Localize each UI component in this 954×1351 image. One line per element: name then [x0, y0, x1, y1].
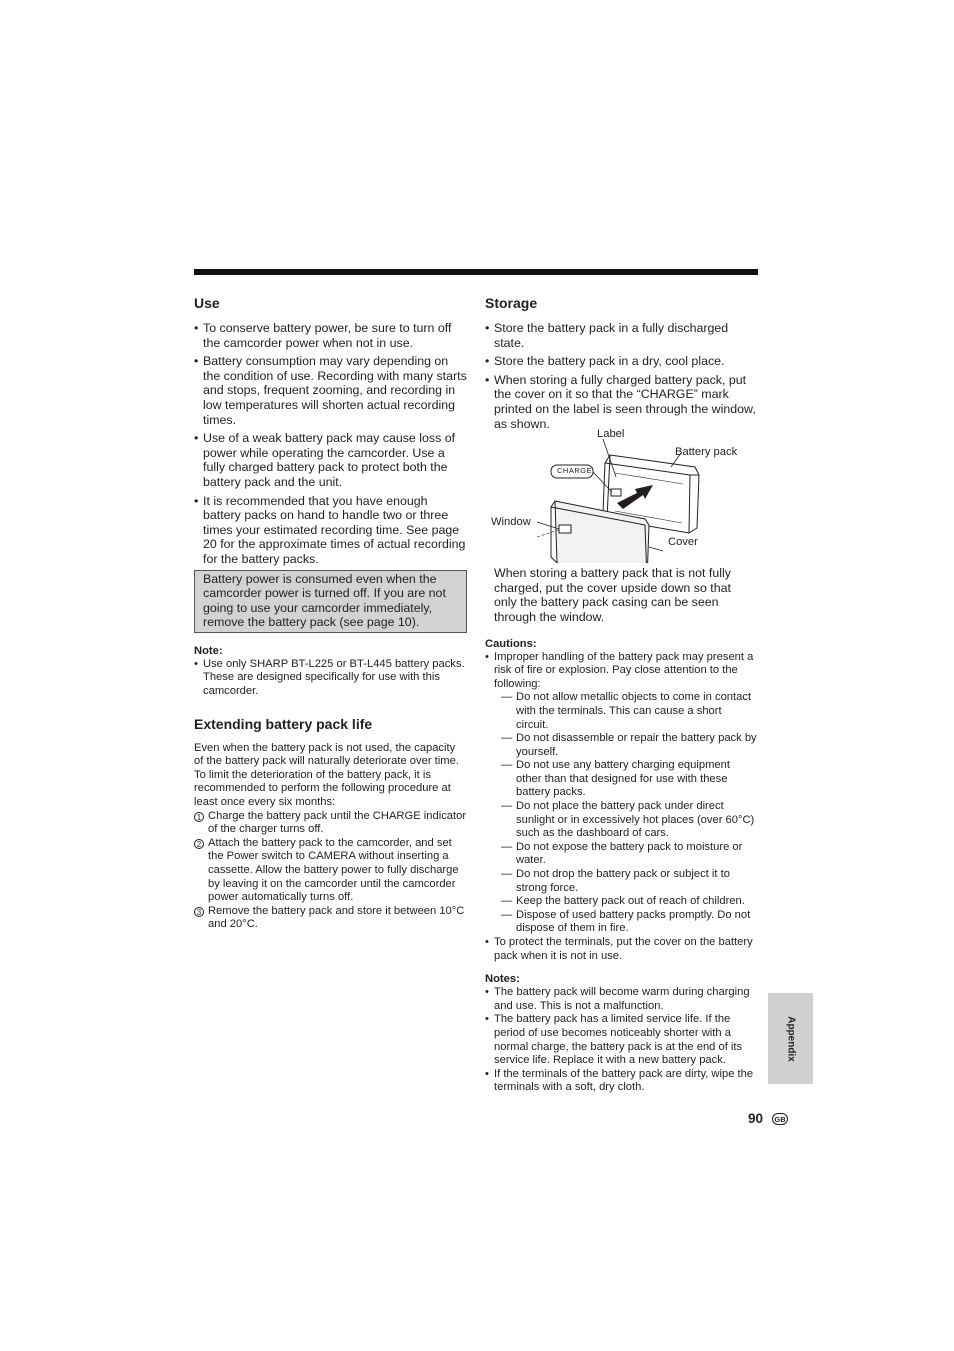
caution-item: — Keep the battery pack out of reach of children.	[507, 895, 757, 909]
storage-bullet: • Store the battery pack in a fully discharged state.	[485, 321, 757, 350]
label-callout: Label	[597, 428, 625, 441]
use-heading: Use	[194, 295, 220, 311]
battery-pack-callout: Battery pack	[675, 446, 738, 459]
use-bullet: • It is recommended that you have enough battery packs on hand to handle two or three times your estimated recording time. See page 20 for the approximate times of actual recording for the battery packs.	[194, 494, 467, 567]
caution-item: — Do not disassemble or repair the battery pack by yourself.	[507, 732, 757, 759]
cautions-lead	[485, 651, 757, 936]
gb-region-icon: GB	[772, 1113, 788, 1125]
cautions-dash-list	[494, 691, 757, 936]
caution-item: — Do not use any battery charging equipment other than that designed for use with these battery packs.	[507, 759, 757, 800]
caution-bullet: • To protect the terminals, put the cover on the battery pack when it is not in use.	[485, 936, 757, 963]
notes-list	[485, 986, 757, 1095]
step-text: Attach the battery pack to the camcorder, and set the Power switch to CAMERA without inserting a cassette. Allow the battery power to fully discharge by leaving it on the camcorder until the camcorder power automatically turns off.	[208, 836, 459, 904]
use-bullet-list	[194, 321, 467, 567]
appendix-side-tab	[768, 993, 813, 1084]
step-item	[194, 810, 467, 837]
extending-steps	[194, 810, 467, 932]
note-heading: Note:	[194, 644, 223, 657]
storage-heading: Storage	[485, 295, 538, 311]
cautions-lead-text: Improper handling of the battery pack may present a risk of fire or explosion. Pay close attention to the following:	[494, 650, 754, 690]
top-rule	[194, 269, 758, 275]
caution-item: — Dispose of used battery packs promptly. Do not dispose of them in fire.	[507, 909, 757, 936]
step-text: Charge the battery pack until the CHARGE indicator of the charger turns off.	[208, 809, 467, 836]
power-warning-box: Battery power is consumed even when the camcorder power is turned off. If you are not going to use your camcorder immediately, remove the battery pack (see page 10).	[194, 570, 467, 633]
use-bullet: • To conserve battery power, be sure to turn off the camcorder power when not in use.	[194, 321, 467, 350]
note-item: • Use only SHARP BT-L225 or BT-L445 battery packs. These are designed specifically for use with this camcorder.	[194, 658, 467, 699]
left-column	[194, 295, 467, 932]
cautions-heading: Cautions:	[485, 637, 537, 650]
step-number-icon: 2	[194, 839, 204, 849]
step-item	[194, 837, 467, 905]
step-item	[194, 905, 467, 932]
caution-item: — Do not drop the battery pack or subject it to strong force.	[507, 868, 757, 895]
charge-mark: CHARGE	[557, 466, 593, 476]
note-item: • The battery pack has a limited service life. If the period of use becomes noticeably shorter with a normal charge, the battery pack is at the end of its service life. Replace it with a new battery pack.	[485, 1013, 757, 1067]
cautions-list	[485, 651, 757, 964]
storage-bullet: • When storing a fully charged battery pack, put the cover on it so that the “CHARGE” mark printed on the label is seen through the window, as shown.	[485, 373, 757, 431]
right-column	[485, 295, 757, 1095]
caution-item: — Do not place the battery pack under direct sunlight or in excessively hot places (over 60°C) such as the dashboard of cars.	[507, 800, 757, 841]
note-item: • If the terminals of the battery pack are dirty, wipe the terminals with a soft, dry cloth.	[485, 1068, 757, 1095]
caution-item: — Do not allow metallic objects to come in contact with the terminals. This can cause a short circuit.	[507, 691, 757, 732]
cover-callout: Cover	[668, 536, 698, 549]
use-bullet: • Use of a weak battery pack may cause loss of power while operating the camcorder. Use a fully charged battery pack to protect both the battery pack and the unit.	[194, 431, 467, 489]
window-callout: Window	[491, 516, 531, 529]
extending-intro: Even when the battery pack is not used, the capacity of the battery pack will naturally deteriorate over time. To limit the deterioration of the battery pack, it is recommended to perform the following procedure at least once every six months:	[194, 741, 459, 809]
storage-bullet-list	[485, 321, 757, 431]
use-bullet: • Battery consumption may vary depending on the condition of use. Recording with many starts and stops, frequent zooming, and recording in low temperatures will shorten actual recording times.	[194, 354, 467, 427]
caution-item: — Do not expose the battery pack to moisture or water.	[507, 841, 757, 868]
page-number: 90	[748, 1111, 764, 1126]
after-diagram-text: When storing a battery pack that is not fully charged, put the cover upside down so that only the battery pack casing can be seen through the window.	[494, 566, 731, 624]
storage-bullet: • Store the battery pack in a dry, cool place.	[485, 354, 757, 369]
extending-heading: Extending battery pack life	[194, 715, 373, 732]
step-text: Remove the battery pack and store it between 10°C and 20°C.	[208, 904, 465, 931]
note-item: • The battery pack will become warm during charging and use. This is not a malfunction.	[485, 986, 757, 1013]
note-list	[194, 658, 467, 699]
notes-heading: Notes:	[485, 973, 520, 986]
step-number-icon: 3	[194, 907, 204, 917]
appendix-tab-label: Appendix	[785, 1015, 796, 1062]
step-number-icon: 1	[194, 812, 204, 822]
battery-cover-diagram	[485, 428, 757, 563]
